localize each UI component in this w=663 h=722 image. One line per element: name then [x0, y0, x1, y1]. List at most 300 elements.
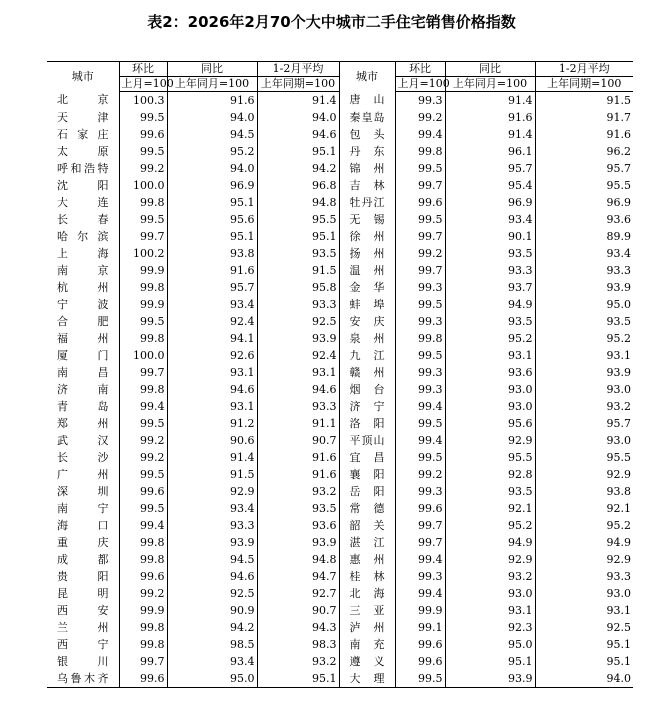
- mom-value: 99.9: [395, 602, 445, 619]
- yoy-value: 93.4: [167, 296, 257, 313]
- mom-value: 99.3: [395, 279, 445, 296]
- city-name: [339, 347, 395, 364]
- avg-value: 93.8: [606, 484, 631, 498]
- yoy-value: 91.6: [167, 262, 257, 279]
- yoy-value: 98.5: [167, 636, 257, 653]
- yoy-value: 93.1: [445, 347, 535, 364]
- city-label: 哈尔滨: [57, 229, 109, 243]
- yoy-value: 92.9: [445, 432, 535, 449]
- yoy-value: 93.4: [167, 653, 257, 670]
- yoy-value: 93.1: [445, 602, 535, 619]
- avg-value: 95.0: [606, 297, 631, 311]
- avg-value: 91.5: [257, 262, 339, 279]
- yoy-value: 92.4: [167, 313, 257, 330]
- city-name: [47, 500, 119, 517]
- mom-value: 99.5: [119, 211, 167, 228]
- mom-value: 99.4: [395, 398, 445, 415]
- header-yoy-left: 同比: [167, 62, 257, 77]
- yoy-value: 92.5: [167, 585, 257, 602]
- table-row: [47, 415, 633, 432]
- yoy-value: 94.6: [167, 381, 257, 398]
- mom-value: 99.3: [395, 381, 445, 398]
- yoy-value: 93.5: [445, 245, 535, 262]
- city-name: [47, 262, 119, 279]
- table-row: [47, 143, 633, 160]
- city-name: [339, 313, 395, 330]
- yoy-value: 95.1: [167, 194, 257, 211]
- city-name: [339, 636, 395, 653]
- city-name: [339, 398, 395, 415]
- avg-value: 91.6: [257, 466, 339, 483]
- city-label: 桂林: [349, 569, 385, 583]
- city-label: 三亚: [349, 603, 385, 617]
- avg-value: 93.2: [257, 653, 339, 670]
- table-row: [47, 330, 633, 347]
- avg-value: 95.2: [606, 518, 631, 532]
- avg-value: 94.6: [257, 381, 339, 398]
- mom-value: 99.6: [119, 670, 167, 688]
- city-name: [339, 228, 395, 245]
- city-label: 襄阳: [349, 467, 385, 481]
- header-yoy-base-right: 上年同月=100: [445, 77, 535, 92]
- mom-value: 99.6: [395, 500, 445, 517]
- mom-value: 99.6: [395, 194, 445, 211]
- mom-value: 99.4: [119, 517, 167, 534]
- avg-value: 93.3: [606, 263, 631, 277]
- city-name: [339, 211, 395, 228]
- avg-value: 93.9: [257, 330, 339, 347]
- avg-value: 90.7: [257, 602, 339, 619]
- yoy-value: 93.4: [445, 211, 535, 228]
- yoy-value: 93.0: [445, 398, 535, 415]
- city-label: 韶关: [349, 518, 385, 532]
- yoy-value: 94.1: [167, 330, 257, 347]
- table-row: [47, 177, 633, 194]
- city-name: [47, 517, 119, 534]
- avg-value: 95.2: [606, 331, 631, 345]
- city-name: [339, 194, 395, 211]
- table-row: [47, 500, 633, 517]
- yoy-value: 93.5: [445, 313, 535, 330]
- city-label: 杭州: [57, 280, 109, 294]
- city-name: [339, 109, 395, 126]
- city-label: 广州: [57, 467, 109, 481]
- city-label: 南充: [349, 637, 385, 651]
- avg-value: 95.1: [606, 637, 631, 651]
- mom-value: 99.8: [395, 330, 445, 347]
- yoy-value: 93.1: [167, 364, 257, 381]
- city-label: 西宁: [57, 637, 109, 651]
- city-label: 西安: [57, 603, 109, 617]
- mom-value: 99.8: [119, 330, 167, 347]
- city-label: 乌鲁木齐: [57, 671, 109, 685]
- avg-value: 93.5: [257, 245, 339, 262]
- city-name: [47, 194, 119, 211]
- mom-value: 99.6: [119, 126, 167, 143]
- city-name: [47, 313, 119, 330]
- city-name: [339, 177, 395, 194]
- avg-value: 93.1: [257, 364, 339, 381]
- yoy-value: 91.4: [445, 126, 535, 143]
- city-name: [339, 619, 395, 636]
- city-label: 赣州: [349, 365, 385, 379]
- yoy-value: 93.3: [445, 262, 535, 279]
- table-row: [47, 211, 633, 228]
- city-label: 唐山: [349, 93, 385, 107]
- header-city-left: 城市: [47, 62, 119, 92]
- city-label: 九江: [349, 348, 385, 362]
- city-label: 合肥: [57, 314, 109, 328]
- city-label: 洛阳: [349, 416, 385, 430]
- yoy-value: 95.5: [445, 449, 535, 466]
- yoy-value: 90.1: [445, 228, 535, 245]
- header-mom-base-left: 上月=100: [119, 77, 167, 92]
- city-label: 安庆: [349, 314, 385, 328]
- avg-value: 93.5: [606, 314, 631, 328]
- city-label: 平顶山: [349, 433, 385, 447]
- mom-value: 99.2: [119, 585, 167, 602]
- city-name: [47, 211, 119, 228]
- yoy-value: 94.9: [445, 534, 535, 551]
- city-label: 惠州: [349, 552, 385, 566]
- table-row: [47, 245, 633, 262]
- city-name: [47, 279, 119, 296]
- yoy-value: 95.4: [445, 177, 535, 194]
- avg-value: 95.7: [606, 416, 631, 430]
- yoy-value: 93.6: [445, 364, 535, 381]
- mom-value: 99.5: [395, 296, 445, 313]
- avg-value: 95.5: [257, 211, 339, 228]
- yoy-value: 95.6: [445, 415, 535, 432]
- city-name: [339, 534, 395, 551]
- city-label: 大理: [349, 671, 385, 685]
- mom-value: 99.4: [119, 398, 167, 415]
- mom-value: 99.7: [119, 653, 167, 670]
- yoy-value: 95.7: [445, 160, 535, 177]
- yoy-value: 96.9: [445, 194, 535, 211]
- city-label: 宁波: [57, 297, 109, 311]
- city-label: 厦门: [57, 348, 109, 362]
- city-label: 常德: [349, 501, 385, 515]
- city-label: 海口: [57, 518, 109, 532]
- city-label: 银川: [57, 654, 109, 668]
- city-name: [47, 92, 119, 110]
- city-label: 金华: [349, 280, 385, 294]
- city-label: 湛江: [349, 535, 385, 549]
- table-row: [47, 126, 633, 143]
- avg-value: 94.3: [257, 619, 339, 636]
- yoy-value: 93.0: [445, 381, 535, 398]
- mom-value: 99.1: [395, 619, 445, 636]
- city-name: [47, 636, 119, 653]
- avg-value: 95.7: [606, 161, 631, 175]
- yoy-value: 95.0: [167, 670, 257, 688]
- header-avg-base-right: 上年同期=100: [535, 77, 633, 92]
- city-label: 重庆: [57, 535, 109, 549]
- city-name: [47, 449, 119, 466]
- city-label: 牡丹江: [349, 195, 385, 209]
- avg-value: 92.9: [606, 467, 631, 481]
- avg-value: 93.0: [606, 433, 631, 447]
- city-label: 呼和浩特: [57, 161, 109, 175]
- avg-value: 93.1: [606, 348, 631, 362]
- city-label: 北海: [349, 586, 385, 600]
- yoy-value: 93.2: [445, 568, 535, 585]
- avg-value: 93.2: [257, 483, 339, 500]
- city-name: [339, 653, 395, 670]
- yoy-value: 92.6: [167, 347, 257, 364]
- city-name: [47, 483, 119, 500]
- city-name: [47, 619, 119, 636]
- table-row: [47, 619, 633, 636]
- avg-value: 91.7: [606, 110, 631, 124]
- mom-value: 100.2: [119, 245, 167, 262]
- avg-value: 93.2: [606, 399, 631, 413]
- avg-value: 93.3: [606, 569, 631, 583]
- avg-value: 96.8: [257, 177, 339, 194]
- mom-value: 99.5: [395, 211, 445, 228]
- header-avg-base-left: 上年同期=100: [257, 77, 339, 92]
- mom-value: 99.7: [395, 534, 445, 551]
- city-name: [339, 500, 395, 517]
- city-name: [47, 466, 119, 483]
- city-label: 贵阳: [57, 569, 109, 583]
- mom-value: 99.6: [395, 653, 445, 670]
- mom-value: 99.8: [119, 194, 167, 211]
- yoy-value: 91.5: [167, 466, 257, 483]
- table-row: [47, 653, 633, 670]
- mom-value: 99.3: [395, 568, 445, 585]
- yoy-value: 92.8: [445, 466, 535, 483]
- city-name: [339, 483, 395, 500]
- table-row: [47, 466, 633, 483]
- yoy-value: 95.1: [167, 228, 257, 245]
- avg-value: 91.6: [606, 127, 631, 141]
- yoy-value: 94.5: [167, 126, 257, 143]
- city-label: 徐州: [349, 229, 385, 243]
- avg-value: 95.8: [257, 279, 339, 296]
- mom-value: 99.5: [395, 449, 445, 466]
- mom-value: 99.4: [395, 551, 445, 568]
- yoy-value: 92.3: [445, 619, 535, 636]
- yoy-value: 94.9: [445, 296, 535, 313]
- yoy-value: 95.2: [445, 517, 535, 534]
- city-label: 南昌: [57, 365, 109, 379]
- city-name: [47, 364, 119, 381]
- table-row: [47, 313, 633, 330]
- city-name: [47, 585, 119, 602]
- mom-value: 99.2: [395, 466, 445, 483]
- avg-value: 94.6: [257, 126, 339, 143]
- yoy-value: 95.1: [445, 653, 535, 670]
- mom-value: 99.5: [119, 415, 167, 432]
- mom-value: 99.5: [119, 313, 167, 330]
- city-name: [339, 432, 395, 449]
- yoy-value: 94.0: [167, 109, 257, 126]
- avg-value: 93.9: [606, 365, 631, 379]
- yoy-value: 93.9: [167, 534, 257, 551]
- yoy-value: 92.9: [167, 483, 257, 500]
- city-name: [339, 245, 395, 262]
- table-header: [47, 62, 633, 92]
- table-body: [47, 92, 633, 688]
- city-label: 丹东: [349, 144, 385, 158]
- city-name: [47, 109, 119, 126]
- mom-value: 99.4: [395, 432, 445, 449]
- avg-value: 92.9: [606, 552, 631, 566]
- table-row: [47, 534, 633, 551]
- mom-value: 99.5: [119, 143, 167, 160]
- table-row: [47, 347, 633, 364]
- city-name: [339, 670, 395, 688]
- city-name: [47, 398, 119, 415]
- yoy-value: 90.6: [167, 432, 257, 449]
- avg-value: 94.0: [257, 109, 339, 126]
- mom-value: 99.5: [395, 160, 445, 177]
- city-name: [47, 347, 119, 364]
- avg-value: 91.5: [606, 93, 631, 107]
- city-name: [47, 381, 119, 398]
- city-label: 宜昌: [349, 450, 385, 464]
- yoy-value: 96.9: [167, 177, 257, 194]
- table-row: [47, 228, 633, 245]
- header-avg-right: 1-2月平均: [535, 62, 633, 77]
- city-name: [47, 245, 119, 262]
- table-row: [47, 296, 633, 313]
- avg-value: 95.5: [606, 178, 631, 192]
- yoy-value: 92.1: [445, 500, 535, 517]
- city-name: [47, 143, 119, 160]
- avg-value: 94.9: [606, 535, 631, 549]
- city-label: 青岛: [57, 399, 109, 413]
- avg-value: 94.0: [535, 670, 633, 688]
- header-yoy-base-left: 上年同月=100: [167, 77, 257, 92]
- city-name: [47, 568, 119, 585]
- avg-value: 91.4: [257, 92, 339, 110]
- city-name: [339, 143, 395, 160]
- avg-value: 98.3: [257, 636, 339, 653]
- yoy-value: 93.8: [167, 245, 257, 262]
- avg-value: 92.5: [257, 313, 339, 330]
- city-label: 南宁: [57, 501, 109, 515]
- table-row: [47, 551, 633, 568]
- mom-value: 99.7: [395, 517, 445, 534]
- city-name: [339, 296, 395, 313]
- city-name: [339, 92, 395, 110]
- avg-value: 93.9: [257, 534, 339, 551]
- avg-value: 93.9: [606, 280, 631, 294]
- mom-value: 99.2: [395, 109, 445, 126]
- avg-value: 95.1: [257, 228, 339, 245]
- mom-value: 99.6: [119, 483, 167, 500]
- avg-value: 92.7: [257, 585, 339, 602]
- city-label: 昆明: [57, 586, 109, 600]
- yoy-value: 93.5: [445, 483, 535, 500]
- city-label: 秦皇岛: [349, 110, 385, 124]
- city-label: 长沙: [57, 450, 109, 464]
- city-name: [339, 517, 395, 534]
- mom-value: 99.8: [119, 619, 167, 636]
- mom-value: 99.8: [119, 381, 167, 398]
- city-label: 泉州: [349, 331, 385, 345]
- table-row: [47, 92, 633, 110]
- mom-value: 99.9: [119, 262, 167, 279]
- mom-value: 99.5: [119, 466, 167, 483]
- mom-value: 99.9: [119, 602, 167, 619]
- avg-value: 93.3: [257, 296, 339, 313]
- yoy-value: 94.0: [167, 160, 257, 177]
- mom-value: 99.7: [119, 228, 167, 245]
- city-label: 济宁: [349, 399, 385, 413]
- city-label: 上海: [57, 246, 109, 260]
- mom-value: 99.3: [395, 92, 445, 110]
- mom-value: 99.7: [119, 364, 167, 381]
- city-name: [47, 177, 119, 194]
- city-label: 北京: [57, 93, 109, 107]
- mom-value: 99.5: [119, 500, 167, 517]
- mom-value: 99.2: [119, 449, 167, 466]
- avg-value: 93.0: [606, 382, 631, 396]
- header-mom-right: 环比: [395, 62, 445, 77]
- city-label: 无锡: [349, 212, 385, 226]
- table-row: [47, 364, 633, 381]
- city-name: [339, 160, 395, 177]
- avg-value: 93.0: [606, 586, 631, 600]
- table-row: [47, 194, 633, 211]
- city-label: 蚌埠: [349, 297, 385, 311]
- table-row: [47, 602, 633, 619]
- city-name: [339, 449, 395, 466]
- avg-value: 95.1: [606, 654, 631, 668]
- yoy-value: 95.2: [445, 330, 535, 347]
- yoy-value: 95.0: [445, 636, 535, 653]
- mom-value: 100.3: [119, 92, 167, 110]
- avg-value: 92.4: [257, 347, 339, 364]
- city-label: 太原: [57, 144, 109, 158]
- avg-value: 93.3: [257, 398, 339, 415]
- yoy-value: 94.5: [167, 551, 257, 568]
- mom-value: 99.6: [119, 568, 167, 585]
- mom-value: 99.2: [119, 432, 167, 449]
- city-name: [339, 602, 395, 619]
- mom-value: 99.2: [119, 160, 167, 177]
- city-label: 吉林: [349, 178, 385, 192]
- city-label: 泸州: [349, 620, 385, 634]
- mom-value: 99.5: [395, 415, 445, 432]
- yoy-value: 91.2: [167, 415, 257, 432]
- yoy-value: 93.0: [445, 585, 535, 602]
- yoy-value: 94.6: [167, 568, 257, 585]
- avg-value: 90.7: [257, 432, 339, 449]
- mom-value: 99.3: [395, 313, 445, 330]
- avg-value: 96.2: [606, 144, 631, 158]
- yoy-value: 90.9: [167, 602, 257, 619]
- yoy-value: 93.9: [445, 670, 535, 688]
- mom-value: 100.0: [119, 347, 167, 364]
- avg-value: 94.8: [257, 194, 339, 211]
- avg-value: 93.6: [606, 212, 631, 226]
- table-title: 表2：2026年2月70个大中城市二手住宅销售价格指数: [147, 13, 516, 31]
- city-name: [47, 551, 119, 568]
- table-row: [47, 636, 633, 653]
- header-mom-base-right: 上月=100: [395, 77, 445, 92]
- city-name: [47, 126, 119, 143]
- city-name: [47, 160, 119, 177]
- yoy-value: 92.9: [445, 551, 535, 568]
- city-label: 成都: [57, 552, 109, 566]
- yoy-value: 96.1: [445, 143, 535, 160]
- mom-value: 99.7: [395, 177, 445, 194]
